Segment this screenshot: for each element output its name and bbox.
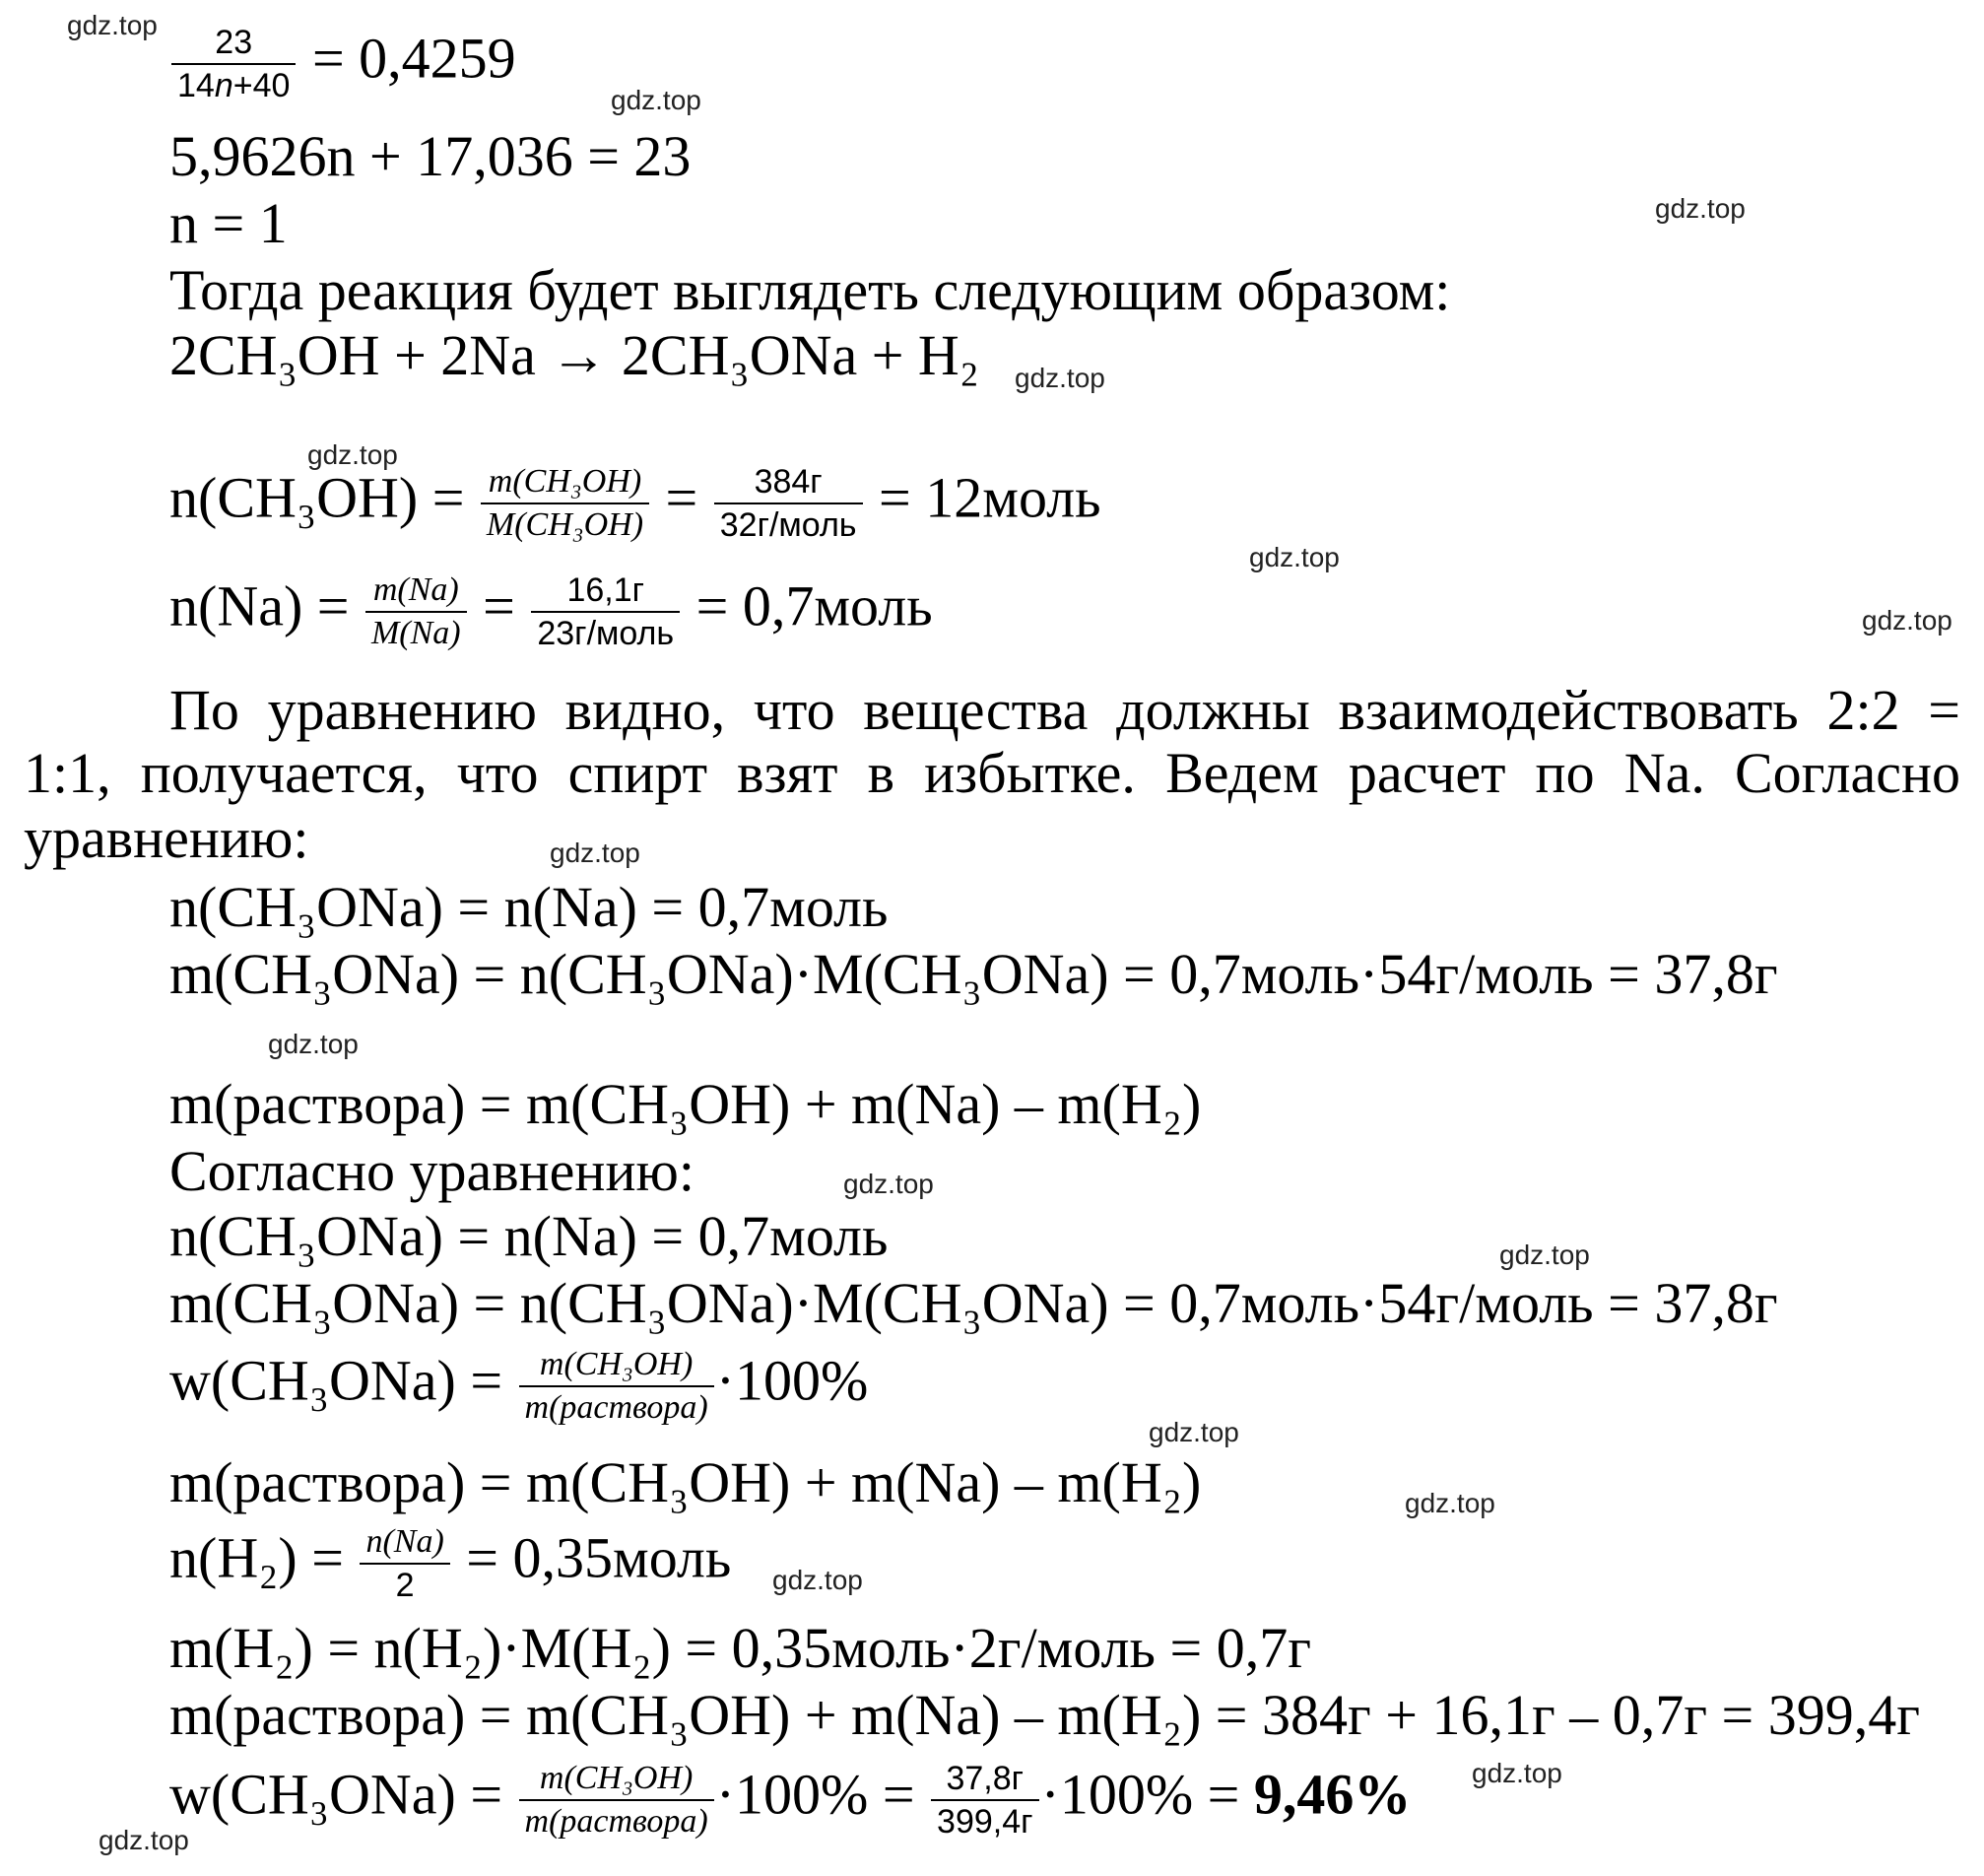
watermark: gdz.top: [1472, 1758, 1562, 1788]
fraction: [519, 1344, 714, 1429]
watermark: gdz.top: [550, 838, 640, 868]
watermark: gdz.top: [99, 1825, 189, 1855]
equation-line-10: m(раствора) = m(CH₃OH) + m(Na) – m(H₂): [169, 1072, 1202, 1136]
reaction-equation: 2CH₃OH + 2Na → 2CH₃ONa + H₂: [169, 323, 980, 387]
watermark: gdz.top: [1149, 1417, 1239, 1447]
watermark: gdz.top: [1249, 542, 1340, 572]
equation-line-18: m(раствора) = m(CH₃OH) + m(Na) – m(H₂) = 384г + 16,1г – 0,7г = 399,4г: [169, 1683, 1921, 1747]
equation-n-na: n(Na) = $\frac{m(Na)}{M(Na)}$ = $\frac{16,1г}{\text{23г/моль}}$ = 0,7моль: [169, 571, 933, 652]
fraction-denominator: m(раствора): [524, 1803, 708, 1840]
fraction: [481, 461, 649, 546]
equation-final: w(CH₃ONa) = $\frac{\text{m(CH₃OH)}}{\text{m(раствора)}}$ ·100% = $\frac{37,8г}{399,4г}$ ·100% = 9,46%: [169, 1760, 1412, 1841]
equation-line-17: m(H₂) = n(H₂)·M(H₂) = 0,35моль·2г/моль = 0,7г: [169, 1616, 1312, 1680]
final-result: 9,46%: [1253, 1762, 1412, 1827]
paragraph-line-1: По уравнению видно, что вещества должны взаимодействовать 2:2 =: [169, 678, 1960, 742]
equation-line-1: [169, 22, 516, 106]
fraction-denominator: 14n+40: [177, 67, 291, 104]
watermark: gdz.top: [1499, 1240, 1590, 1270]
watermark: gdz.top: [611, 85, 701, 115]
equation-n-ch3oh: n(CH₃OH) = $\frac{\text{m(CH₃OH)}}{\text{M(CH₃OH)}}$ = $\frac{384г}{\text{32г/моль}}$ = 12моль: [169, 463, 1101, 544]
equation-w-formula: w(CH₃ONa) = $\frac{\text{m(CH₃OH)}}{\text{m(раствора)}}$ ·100%: [169, 1344, 868, 1429]
text-line-4: Тогда реакция будет выглядеть следующим образом:: [169, 258, 1451, 322]
watermark: gdz.top: [67, 10, 158, 40]
equation-line-8: n(CH₃ONa) = n(Na) = 0,7моль: [169, 875, 889, 939]
equation-rest: = 0,4259: [298, 26, 516, 91]
watermark: gdz.top: [1405, 1488, 1495, 1518]
watermark: gdz.top: [307, 439, 398, 470]
fraction-denominator: 32г/моль: [719, 506, 857, 544]
fraction-numerator: m(CH₃OH): [519, 1344, 714, 1387]
fraction-numerator: n(Na): [360, 1521, 449, 1565]
watermark: gdz.top: [268, 1029, 359, 1059]
watermark: gdz.top: [1015, 363, 1105, 393]
equation-n-h2: n(H₂) = $\frac{n(Na)}{2}$ = 0,35моль: [169, 1523, 732, 1604]
fraction: [519, 1758, 714, 1842]
fraction: [931, 1758, 1038, 1842]
paragraph-line-3: уравнению:: [24, 806, 309, 870]
watermark: gdz.top: [1862, 605, 1952, 636]
fraction: [171, 22, 296, 106]
fraction-denominator: M(Na): [370, 615, 461, 651]
paragraph-line-2: 1:1, получается, что спирт взят в избытке. Ведем расчет по Na. Согласно: [24, 741, 1960, 805]
fraction-numerator: 23: [171, 22, 296, 65]
fraction-denominator: 2: [395, 1567, 415, 1604]
fraction-numerator: m(Na): [365, 570, 467, 613]
text-line-11: Согласно уравнению:: [169, 1139, 694, 1203]
equation-line-15: m(раствора) = m(CH₃OH) + m(Na) – m(H₂): [169, 1450, 1202, 1514]
equation-line-13: m(CH₃ONa) = n(CH₃ONa)·M(CH₃ONa) = 0,7моль·54г/моль = 37,8г: [169, 1271, 1778, 1335]
equation-line-12: n(CH₃ONa) = n(Na) = 0,7моль: [169, 1204, 889, 1268]
fraction-numerator: 16,1г: [531, 570, 680, 613]
fraction: [365, 570, 467, 654]
fraction-numerator: 37,8г: [931, 1758, 1038, 1801]
fraction: [531, 570, 680, 654]
fraction-denominator: M(CH₃OH): [486, 506, 644, 543]
fraction: [360, 1521, 449, 1606]
fraction-numerator: m(CH₃OH): [481, 461, 649, 504]
fraction: [714, 461, 863, 546]
equation-line-2: 5,9626n + 17,036 = 23: [169, 124, 692, 188]
watermark: gdz.top: [772, 1565, 863, 1595]
fraction-denominator: m(раствора): [524, 1389, 708, 1426]
watermark: gdz.top: [1655, 193, 1746, 224]
fraction-numerator: m(CH₃OH): [519, 1758, 714, 1801]
fraction-denominator: 23г/моль: [537, 615, 675, 652]
equation-line-9: m(CH₃ONa) = n(CH₃ONa)·M(CH₃ONa) = 0,7моль·54г/моль = 37,8г: [169, 942, 1778, 1006]
equation-line-3: n = 1: [169, 191, 288, 255]
watermark: gdz.top: [843, 1169, 934, 1199]
fraction-numerator: 384г: [714, 461, 863, 504]
fraction-denominator: 399,4г: [937, 1803, 1033, 1841]
